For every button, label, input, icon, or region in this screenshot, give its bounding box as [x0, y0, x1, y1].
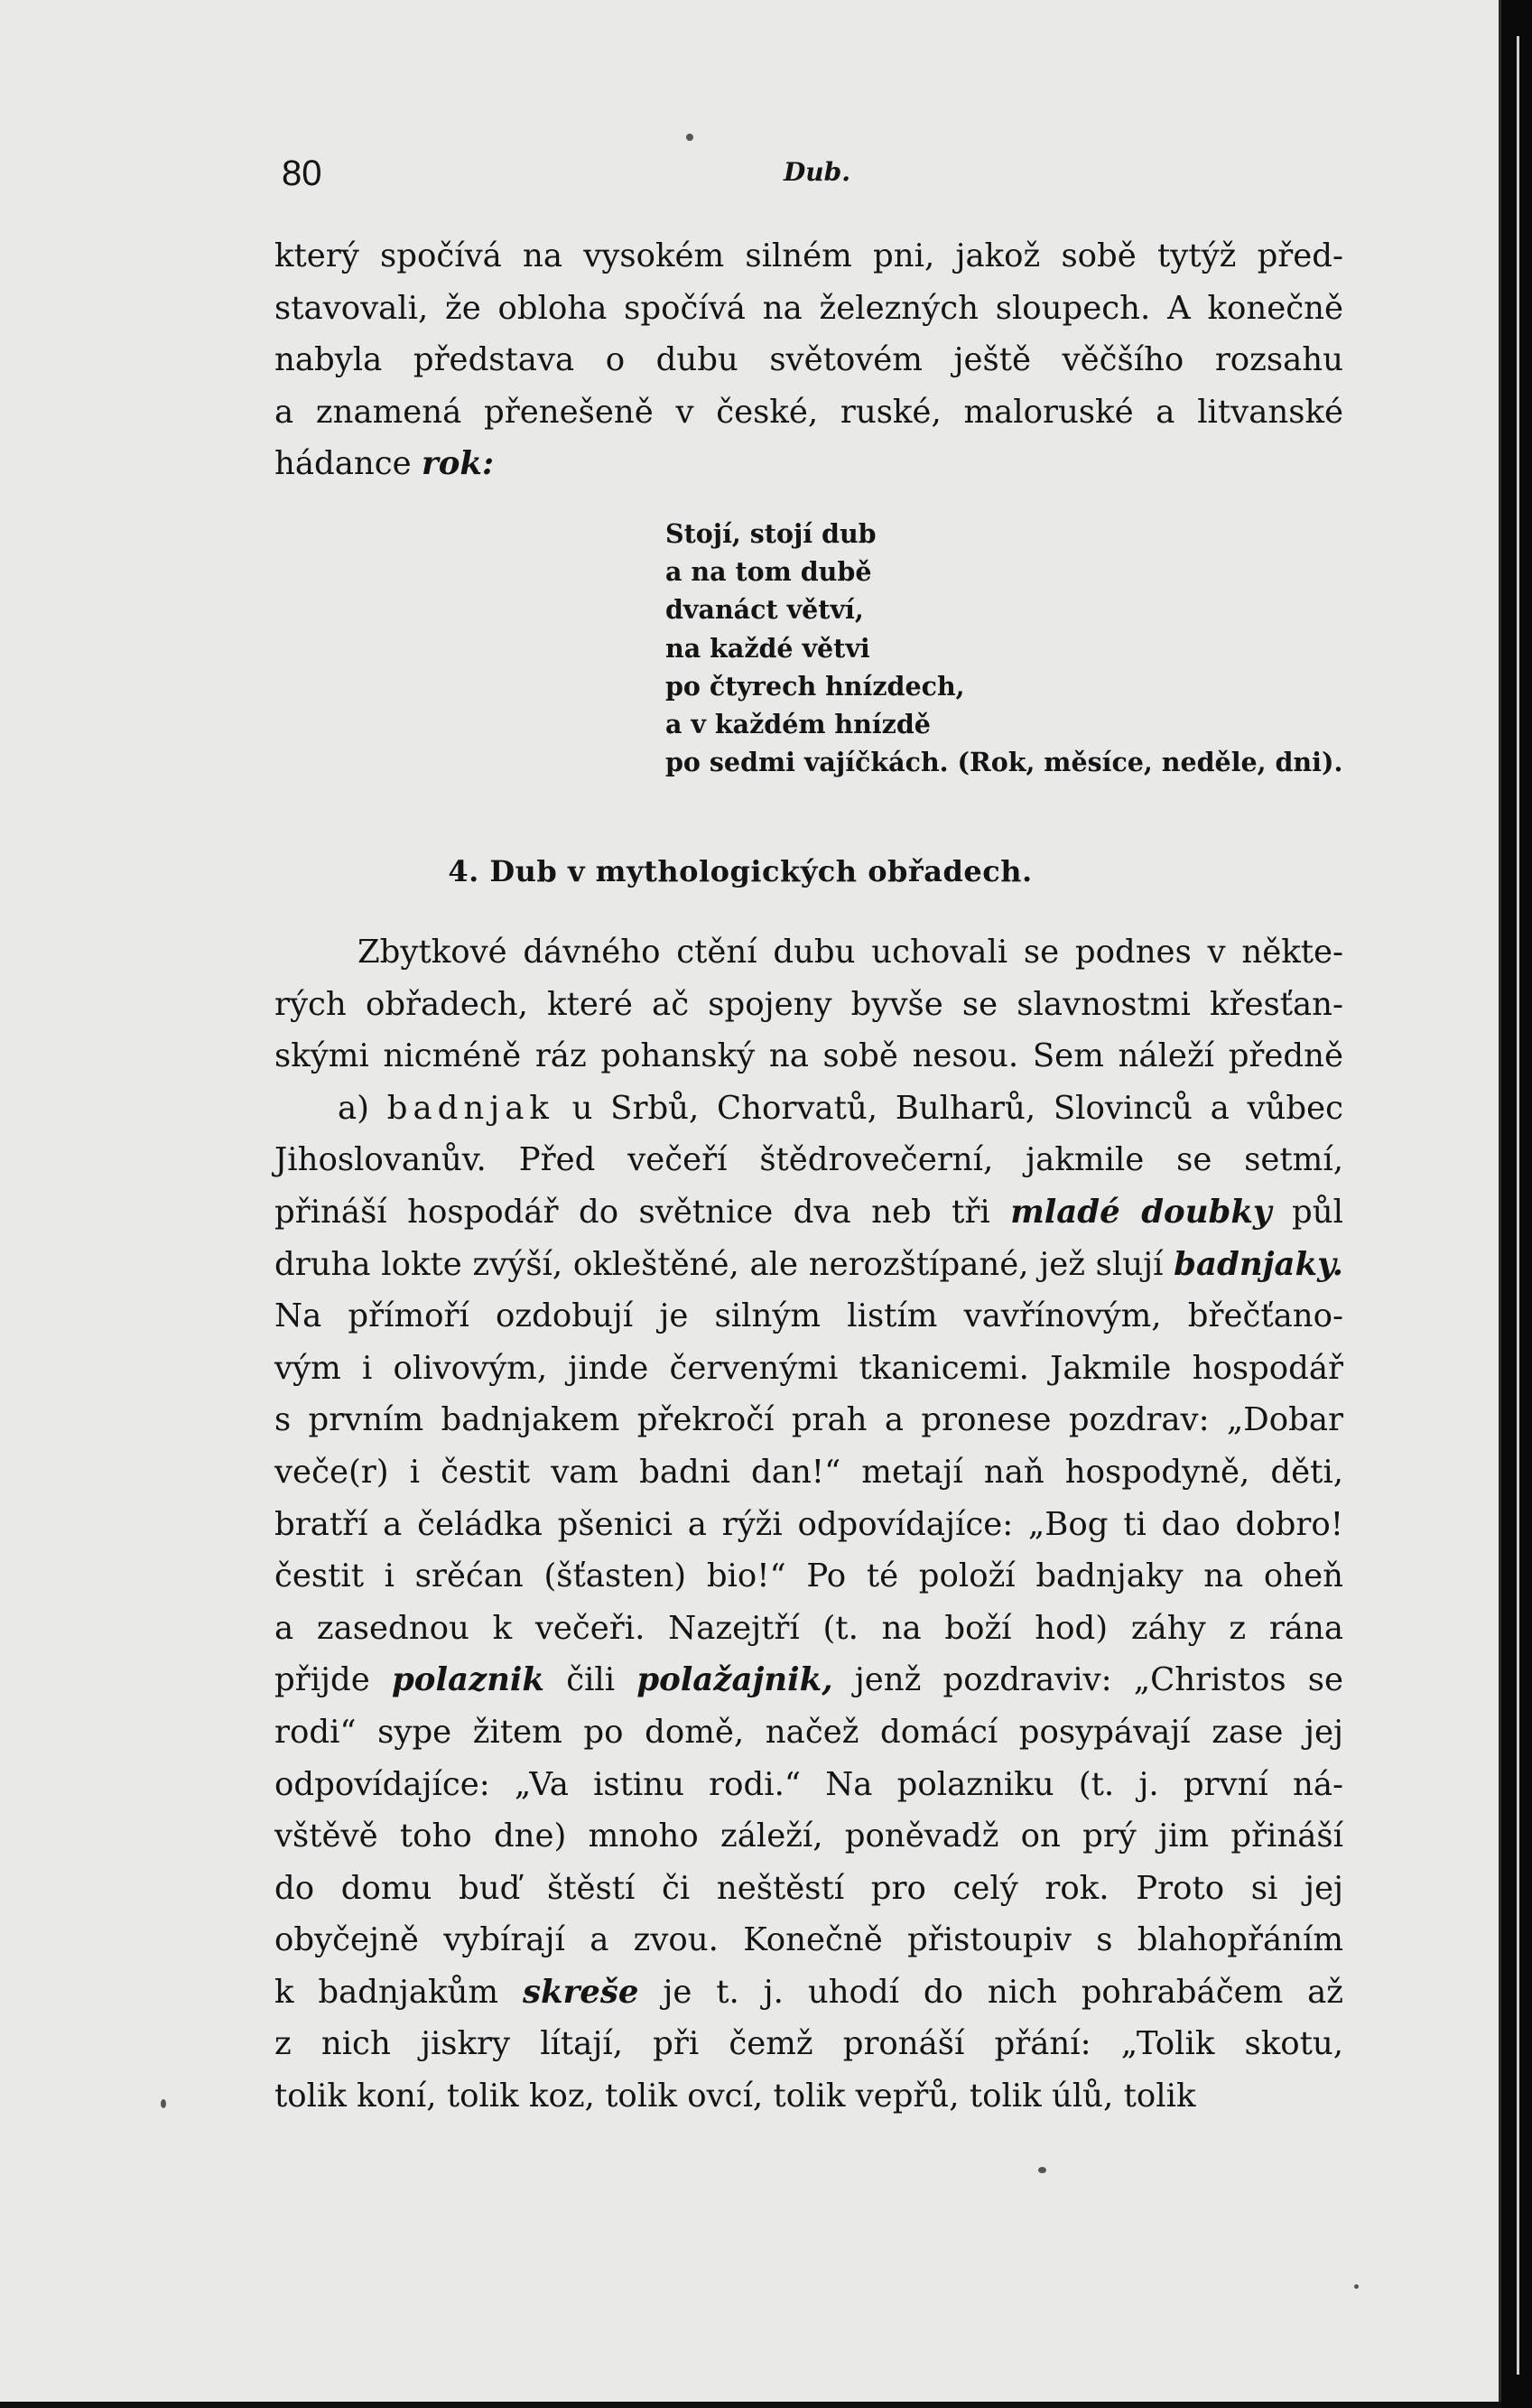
- section-heading: [0, 854, 1499, 888]
- paper-speck: [161, 2099, 166, 2108]
- paragraph-rituals: [274, 926, 1343, 2123]
- verse-line: po sedmi vajíčkách. (Rok, měsíce, neděle, dni).: [665, 747, 1343, 778]
- verse-line: na každé větvi: [665, 632, 870, 664]
- emphasis-polaznik: polaznik: [391, 1661, 545, 1699]
- text-line: a znamená přenešeně v české, ruské, maloruské a litvanské: [274, 393, 1343, 431]
- verse-line: dvanáct větví,: [665, 594, 864, 626]
- text-line: Zbytkové dávného ctění dubu uchovali se podnes v někte-: [357, 934, 1343, 971]
- emphasis-rok: rok:: [421, 445, 495, 483]
- text-run: jenž pozdraviv: „Christos se: [854, 1661, 1343, 1699]
- text-line: obyčejně vybírají a zvou. Konečně přistoupiv s blahopřáním: [274, 1921, 1343, 1959]
- text-run: přijde: [274, 1661, 370, 1699]
- text-line: vštěvě toho dne) mnoho záleží, poněvadž on prý jim přináší: [274, 1818, 1343, 1855]
- text-line: a zasednou k večeři. Nazejtří (t. na boží hod) záhy z rána: [274, 1609, 1343, 1647]
- text-line: z nich jiskry lítají, při čemž pronáší přání: „Tolik skotu,: [274, 2025, 1343, 2063]
- text-run: půl: [1292, 1193, 1343, 1231]
- page-edge-line: [1517, 36, 1519, 2375]
- emphasis-badnjaky: badnjaky.: [1174, 1245, 1343, 1283]
- text-line: čestit i srěćan (šťasten) bio!“ Po té položí badnjaky na oheň: [274, 1557, 1343, 1595]
- text-run: čili: [566, 1661, 616, 1699]
- page-number: 80: [282, 153, 322, 193]
- verse-line: a v každém hnízdě: [665, 709, 931, 740]
- text-line: do domu buď štěstí či neštěstí pro celý rok. Proto si jej: [274, 1869, 1343, 1907]
- text-line: [274, 1083, 1343, 1135]
- text-line: nabyla představa o dubu světovém ještě věčšího rozsahu: [274, 341, 1343, 379]
- text-line: skými nicméně ráz pohanský na sobě nesou. Sem náleží předně: [274, 1037, 1343, 1075]
- text-run: je t. j. uhodí do nich pohrabáčem až: [663, 1973, 1344, 2011]
- text-run: přináší hospodář do světnice dva neb tři: [274, 1193, 990, 1231]
- text-line: s prvním badnjakem překročí prah a pronese pozdrav: „Dobar: [274, 1401, 1343, 1439]
- page-header: [0, 153, 1499, 208]
- paragraph-intro: [274, 230, 1343, 490]
- text-run: a): [338, 1089, 370, 1127]
- paper-speck: [1038, 2167, 1046, 2173]
- text-line: tolik koní, tolik koz, tolik ovcí, tolik vepřů, tolik úlů, tolik: [274, 2078, 1196, 2115]
- text-line: stavovali, že obloha spočívá na železných sloupech. A konečně: [274, 289, 1343, 327]
- riddle-verse: [665, 515, 1342, 781]
- spaced-term-badnjak: badnjak: [386, 1089, 554, 1127]
- running-head: Dub.: [784, 157, 850, 187]
- verse-line: Stojí, stojí dub: [665, 518, 877, 549]
- section-heading-text: 4. Dub v mythologických obřadech.: [448, 854, 1033, 888]
- text-run: hádance: [274, 445, 412, 483]
- text-line: Jihoslovanův. Před večeří štědrovečerní, jakmile se setmí,: [274, 1141, 1343, 1179]
- paper-speck: [686, 134, 693, 141]
- text-line: veče(r) i čestit vam badni dan!“ metají naň hospodyně, děti,: [274, 1453, 1343, 1491]
- verse-line: a na tom dubě: [665, 556, 872, 588]
- text-line: [274, 1186, 1343, 1239]
- emphasis-mlade-doubky: mladé doubky: [1010, 1193, 1272, 1231]
- verse-line: po čtyrech hnízdech,: [665, 670, 965, 702]
- text-line: rodi“ sype žitem po domě, načež domácí posypávají zase jej: [274, 1713, 1343, 1751]
- text-line: [274, 1239, 1343, 1291]
- text-line: bratří a čeládka pšenici a rýži odpovídajíce: „Bog ti dao dobro!: [274, 1505, 1343, 1543]
- text-run: druha lokte zvýší, okleštěné, ale nerozštípané, jež slují: [274, 1245, 1164, 1283]
- text-run: u Srbů, Chorvatů, Bulharů, Slovinců a vůbec: [571, 1089, 1343, 1127]
- text-line: [274, 1654, 1343, 1706]
- page-edge-shadow: [1501, 0, 1532, 2408]
- text-line: rých obřadech, které ač spojeny byvše se slavnostmi křesťan-: [274, 985, 1343, 1023]
- emphasis-skrese: skreše: [522, 1973, 639, 2011]
- text-line: vým i olivovým, jinde červenými tkanicemi. Jakmile hospodář: [274, 1349, 1343, 1387]
- paper-speck: [1354, 2284, 1359, 2289]
- text-line: který spočívá na vysokém silném pni, jakož sobě tytýž před-: [274, 237, 1343, 274]
- text-line: [274, 438, 1343, 490]
- emphasis-polazajnik: polažajnik,: [636, 1661, 833, 1699]
- text-line: Na přímoří ozdobují je silným listím vavřínovým, břečťano-: [274, 1297, 1343, 1335]
- text-line: [274, 1966, 1343, 2019]
- text-run: k badnjakům: [274, 1973, 499, 2011]
- text-line: odpovídajíce: „Va istinu rodi.“ Na polazniku (t. j. první ná-: [274, 1765, 1343, 1803]
